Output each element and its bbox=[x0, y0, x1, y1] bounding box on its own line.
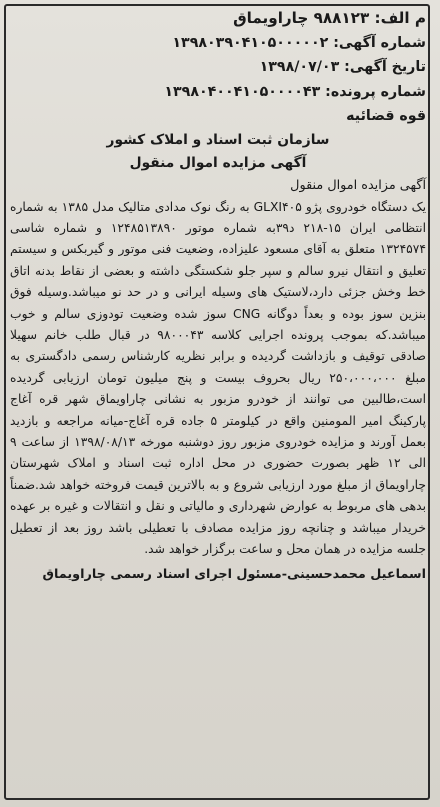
ad-code-line: م الف: ۹۸۸۱۲۳ چاراویماق bbox=[233, 9, 426, 27]
ad-number: شماره آگهی: ۱۳۹۸۰۳۹۰۴۱۰۵۰۰۰۰۰۲ bbox=[172, 34, 426, 51]
notice-content bbox=[10, 6, 426, 586]
body-heading: آگهی مزایده اموال منقول bbox=[290, 177, 426, 193]
authority-judiciary: قوه قضائیه bbox=[346, 108, 426, 124]
file-number: شماره پرونده: ۱۳۹۸۰۴۰۰۴۱۰۵۰۰۰۰۴۳ bbox=[164, 83, 426, 100]
notice-title: آگهی مزایده اموال منقول bbox=[129, 154, 307, 171]
notice-body: یک دستگاه خودروی پژو GLXI۴۰۵ به رنگ نوک مدادی متالیک مدل ۱۳۸۵ به شماره انتظامی ایران ۱۵-۲۱۸ د۳۹به شماره موتور ۱۲۴۸۵۱۳۸۹۰ و شماره شاسی ۱۳۲۴۵۷۴ متعلق به آقای مسعود علیزاده، وضعیت فنی موتور و گیربکس و سیستم تعلیق و انتقال نیرو سالم و سپر جلو شکستگی داشته و بعضی از نقاط بدنه اتاق خط وخش جزئی دارد،لاستیک های وسیله ایرانی و در حد نو میباشد.وسیله فوق بنزین سوز بوده و بعداً دوگانه CNG سوز شده وضعیت تودوزی سالم و خوب میباشد.که بموجب پرونده اجرایی کلاسه ۹۸۰۰۰۴۳ در قبال طلب خانم سهیلا صادقی توقیف و بازداشت گردیده و برابر نظریه کارشناس رسمی دادگستری به مبلغ ۲۵۰،۰۰۰،۰۰۰ ریال بحروف بیست و پنج میلیون تومان ارزیابی گردیده است،طالبین می توانند از خودرو مزبور به نشانی چاراویماق شهر قره آغاج پارکینگ امیر المومنین واقع در کیلومتر ۵ جاده قره آغاج-میانه مراجعه و بازدید بعمل آورند و مزایده خودروی مزبور روز دوشنبه مورخه ۱۳۹۸/۰۸/۱۳ از ساعت ۹ الی ۱۲ ظهر بصورت حضوری در محل اداره ثبت اسناد و املاک شهرستان چاراویماق از مبلغ مورد ارزیابی شروع و به بالاترین قیمت فروخته خواهد شد.ضمناً بدهی های مربوط به عوارض شهرداری و مالیاتی و نقل و انتقالات و غیره بر عهده خریدار میباشد و چنانچه روز مزایده مصادف با تعطیلی باشد روز بعد از تعطیل جلسه مزایده در همان محل و ساعت برگزار خواهد شد. bbox=[10, 199, 427, 556]
authority-registry: سازمان ثبت اسناد و املاک کشور bbox=[106, 131, 330, 148]
signature-line: اسماعیل محمدحسینی-مسئول اجرای اسناد رسمی چاراویماق bbox=[42, 567, 426, 583]
ad-date: تاریخ آگهی: ۱۳۹۸/۰۷/۰۳ bbox=[259, 59, 426, 75]
